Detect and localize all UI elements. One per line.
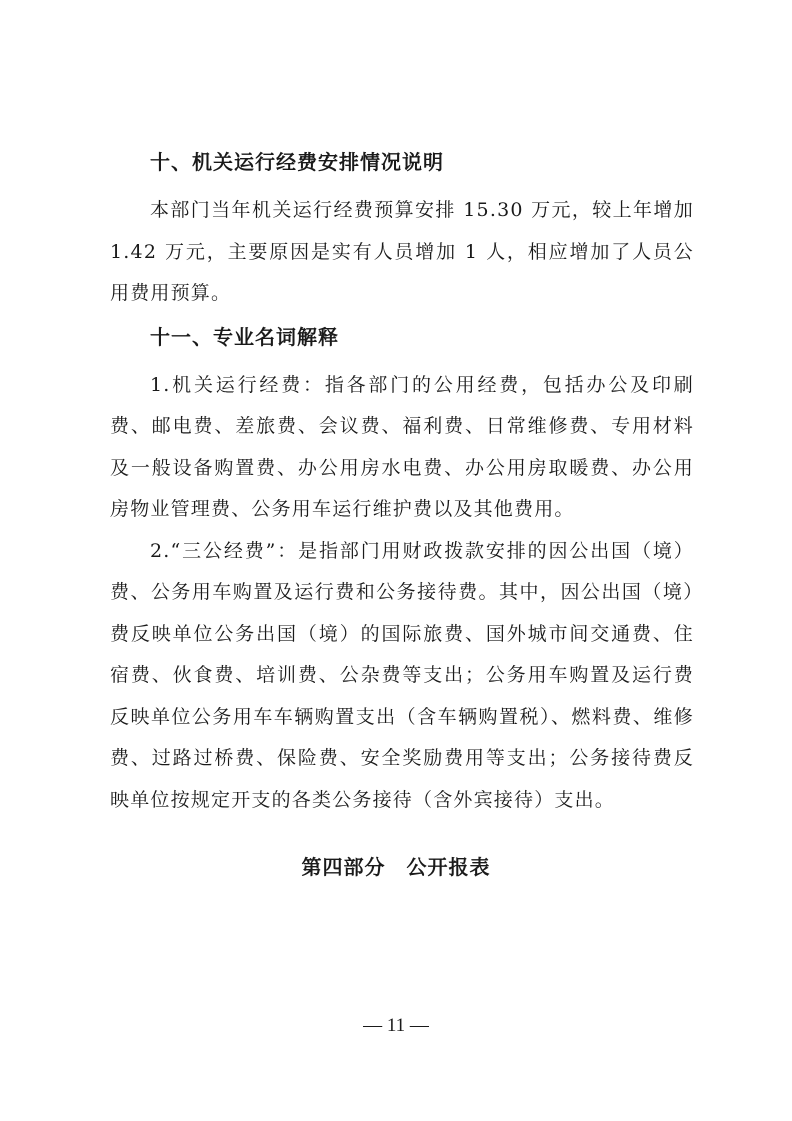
definition-item-three-public-expenses: 2.“三公经费”：是指部门用财政拨款安排的因公出国（境）费、公务用车购置及运行费和公务接待费。其中，因公出国（境）费反映单位公务出国（境）的国际旅费、国外城市间交通费、住宿费、伙食费、培训费、公杂费等支出；公务用车购置及运行费反映单位公务用车车辆购置支出（含车辆购置税）、燃料费、维修费、过路过桥费、保险费、安全奖励费用等支出；公务接待费反映单位按规定开支的各类公务接待（含外宾接待）支出。 <box>110 539 694 811</box>
part-four-title: 第四部分 公开报表 <box>301 855 491 879</box>
definition-item-operating-costs: 1.机关运行经费：指各部门的公用经费，包括办公及印刷费、邮电费、差旅费、会议费、福利费、日常维修费、专用材料及一般设备购置费、办公用房水电费、办公用房取暖费、办公用房物业管理费、公务用车运行维护费以及其他费用。 <box>110 373 694 520</box>
section-ten-paragraph: 本部门当年机关运行经费预算安排 15.30 万元，较上年增加 1.42 万元，主要原因是实有人员增加 1 人，相应增加了人员公用费用预算。 <box>110 199 694 304</box>
page-content <box>110 148 694 821</box>
page-number: — 11 — <box>363 1015 429 1036</box>
section-eleven-heading: 十一、专业名词解释 <box>150 324 339 349</box>
section-ten-heading: 十、机关运行经费安排情况说明 <box>150 150 444 174</box>
